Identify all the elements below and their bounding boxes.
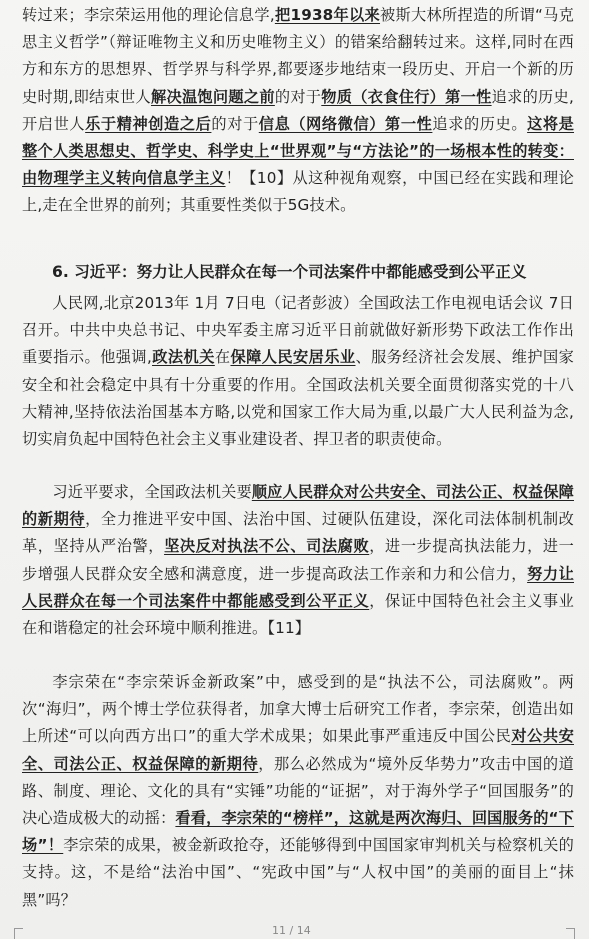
emphasis-text: 坚决反对执法不公、司法腐败: [164, 537, 370, 556]
page-corner-mark: [14, 928, 23, 939]
emphasis-text: 这将是整个人类思想史、哲学史、科学史上“世界观”与“方法论”的一场根本性的转变：由物理学主义转向信息学主义: [22, 114, 575, 188]
emphasis-text: 努力让人民群众在每一个司法案件中都能感受到公平正义: [22, 564, 574, 610]
emphasis-text: 物质（衣食住行）第一性: [321, 87, 492, 106]
emphasis-text: 乐于精神创造之后: [85, 114, 212, 133]
body-text: 追求的历史。: [432, 114, 528, 133]
body-text: ，保证中国特色社会主义事业在和谐稳定的社会环境中顺利推进。【11】: [22, 591, 574, 638]
emphasis-text: 信息（网络微信）第一性: [258, 114, 433, 133]
emphasis-text: 看看，李宗荣的“榜样”，这就是两次海归、回国服务的“下场”！: [22, 809, 575, 855]
emphasis-text: 对公共安全、司法公正、权益保障的新期待: [22, 727, 574, 773]
body-text: ，进一步提高执法能力，进一步增强人民群众安全感和满意度，进一步提高政法工作亲和力和公信力，: [22, 537, 575, 583]
paragraph: [22, 2, 574, 220]
body-text: 人民网,北京2013年 1月 7日电（记者彭波）全国政法工作电视电话会议 7日召开。中共中央总书记、中央军委主席习近平日前就做好新形势下政法工作作出重要指示。他强调,: [22, 294, 574, 367]
emphasis-text: 顺应人民群众对公共安全、司法公正、权益保障的新期待: [22, 483, 574, 529]
paragraph: [22, 290, 574, 453]
body-text: 、服务经济社会发展、维护国家安全和社会稳定中具有十分重要的作用。全国政法机关要全面贯彻落实党的十八大精神,坚持依法治国基本方略,以党和国家工作大局为重,以最广大人民利益为念,切实肩负起中国特色社会主义事业建设者、捍卫者的职责使命。: [22, 348, 575, 449]
body-text: ，那么必然成为“境外反华势力”攻击中国的道路、制度、理论、文化的具有“实锤”功能的“证据”，对于海外学子“回国服务”的决心造成极大的动摇：: [22, 754, 575, 828]
body-text: 李宗荣的成果，被金新政抢夺，还能够得到中国国家审判机关与检察机关的支持。这，不是给“法治中国”、“宪政中国”与“人权中国”的美丽的面目上“抹黑”吗？: [22, 836, 575, 909]
body-text: 的对于: [274, 87, 322, 106]
emphasis-text: 解决温饱问题之前: [150, 87, 275, 106]
paragraph: [22, 479, 574, 642]
page-footer: [0, 926, 589, 939]
body-text: 习近平要求，全国政法机关要: [52, 483, 252, 501]
body-text: 被斯大林所捏造的所谓“马克思主义哲学”（辩证唯物主义和历史唯物主义）的错案给翻转过来。这样,同时在西方和东方的思想界、哲学界与科学界,都要逐步地结束一段历史、开启一个新的历史时期,即结束世人: [22, 6, 574, 106]
page-corner-mark: [566, 928, 575, 939]
body-text: 转过来；李宗荣运用他的理论信息学,: [22, 6, 275, 24]
section-heading: 6. 习近平：努力让人民群众在每一个司法案件中都能感受到公平正义: [52, 263, 527, 281]
paragraph: [22, 669, 574, 914]
body-text: 李宗荣在“李宗荣诉金新政案”中，感受到的是“执法不公，司法腐败”。两次“海归”，两个博士学位获得者，加拿大博士后研究工作者，李宗荣，创造出如上所述“可以向西方出口”的重大学术成果；如果此事严重违反中国公民: [22, 673, 574, 746]
body-text: ，全力推进平安中国、法治中国、过硬队伍建设，深化司法体制机制改革，坚持从严治警，: [22, 510, 574, 556]
body-text: 在: [214, 348, 231, 367]
body-text: ！【10】从这种视角观察，中国已经在实践和理论上,走在全世界的前列；其重要性类似于5G技术。: [22, 169, 575, 215]
body-text: 的对于: [211, 114, 259, 133]
body-text: 追求的历史,开启世人: [22, 87, 574, 133]
emphasis-text: 保障人民安居乐业: [230, 348, 356, 367]
emphasis-text: 把1938年以来: [274, 6, 381, 24]
page-indicator: 11 / 14: [272, 924, 311, 937]
emphasis-text: 政法机关: [152, 348, 215, 367]
